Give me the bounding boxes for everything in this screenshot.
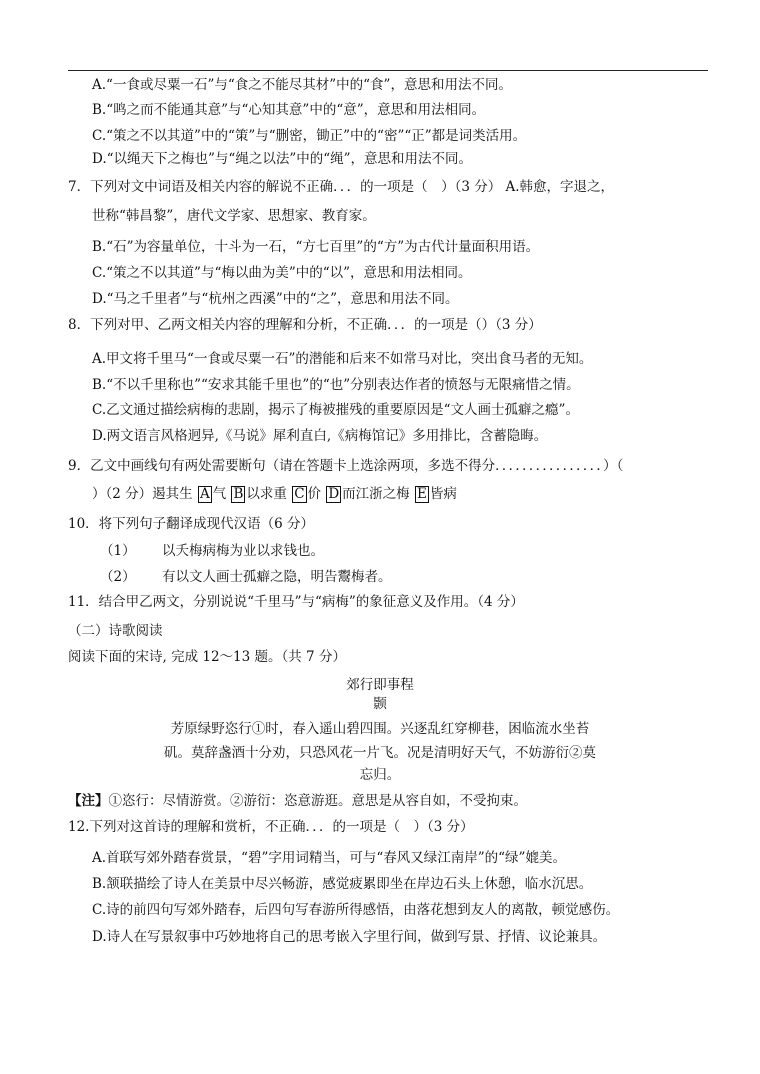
q9-box-d[interactable]: D	[328, 486, 340, 502]
question-8: 8．下列对甲、乙两文相关内容的理解和分析，不正确．．．的一项是（）（3 分）	[68, 317, 542, 333]
option-6a: A.“一食或尽粟一石”与“食之不能尽其材”中的“食”，意思和用法不同。	[92, 77, 512, 93]
q9-text-1: 气	[212, 486, 227, 502]
option-8b: B.“不以千里称也”“安求其能千里也”的“也”分别表达作者的愤怒与无限痛惜之情。	[92, 377, 580, 393]
top-rule	[68, 70, 708, 71]
q9-text-5: 皆病	[429, 486, 457, 502]
note	[68, 792, 527, 810]
option-12a: A.首联写郊外踏春赏景，“碧”字用词精当，可与“春风又绿江南岸”的“绿”媲美。	[92, 850, 566, 866]
q10-item-2-num: （2）	[100, 569, 136, 585]
question-7: 7．下列对文中词语及相关内容的解说不正确．．．的一项是（ ）（3 分） A.韩愈，字退之，	[68, 179, 615, 195]
intro-text: 阅读下面的宋诗, 完成 12～13 题。（共 7 分）	[68, 649, 346, 665]
q9-text-4: 而江浙之梅	[342, 486, 410, 502]
option-12c: C.诗的前四句写郊外踏春，后四句写春游所得感悟，由落花想到友人的离散，顿觉感伤。	[92, 902, 620, 918]
q10-item-1: 以夭梅病梅为业以求钱也。	[162, 543, 324, 559]
question-7-cont: 世称“韩昌黎”，唐代文学家、思想家、教育家。	[92, 208, 376, 224]
question-12: 12.下列对这首诗的理解和赏析，不正确．．．的一项是（ ）（3 分）	[68, 819, 474, 835]
question-9: 9．乙文中画线句有两处需要断句（请在答题卡上选涂两项，多选不得分．．．．．．．．．．．．．．．．）（	[68, 458, 624, 474]
poem-line-2: 矶。莫辞盏酒十分劝，只恐风花一片飞。况是清明好天气，不妨游衍②莫	[164, 745, 596, 761]
option-7c: C.“策之不以其道”与“梅以曲为美”中的“以”，意思和用法相同。	[92, 265, 472, 281]
question-10: 10．将下列句子翻译成现代汉语（6 分）	[68, 516, 315, 532]
option-7d: D.“马之千里者”与“杭州之西溪”中的“之”，意思和用法不同。	[92, 291, 459, 307]
option-6d: D.“以绳天下之梅也”与“绳之以法”中的“绳”，意思和用法不同。	[92, 151, 473, 167]
note-text: ①恣行：尽情游赏。②游衍：恣意游逛。意思是从容自如，不受拘束。	[108, 793, 527, 809]
option-8d: D.两文语言风格迥异,《马说》犀利直白,《病梅馆记》多用排比，含蓄隐晦。	[92, 428, 548, 444]
option-8c: C.乙文通过描绘病梅的悲剧，揭示了梅被摧残的重要原因是“文人画士孤癖之瘾”。	[92, 402, 579, 418]
question-9-options	[92, 485, 457, 503]
q9-text-2: 以求重	[246, 486, 287, 502]
option-8a: A.甲文将千里马“一食或尽粟一石”的潜能和后来不如常马对比，突出食马者的无知。	[92, 351, 593, 367]
q9-prefix: ）（2 分）遏其生	[92, 486, 193, 502]
q9-box-e[interactable]: E	[416, 486, 427, 502]
q10-item-2: 有以文人画士孤癖之隐，明告鬻梅者。	[162, 569, 392, 585]
option-7b: B.“石”为容量单位，十斗为一石，“方七百里”的“方”为古代计量面积用语。	[92, 239, 540, 255]
section-heading: （二）诗歌阅读	[68, 623, 163, 639]
option-6b: B.“鸣之而不能通其意”与“心知其意”中的“意”，意思和用法相同。	[92, 102, 486, 118]
option-12b: B.颔联描绘了诗人在美景中尽兴畅游，感觉疲累即坐在岸边石头上休憩，临水沉思。	[92, 876, 593, 892]
poem-line-3: 忘归。	[359, 767, 401, 783]
q9-box-a[interactable]: A	[199, 486, 210, 502]
note-tag: 【注】	[68, 793, 109, 809]
question-11: 11．结合甲乙两文，分别说说“千里马”与“病梅”的象征意义及作用。（4 分）	[68, 594, 524, 610]
q9-box-b[interactable]: B	[233, 486, 244, 502]
option-12d: D.诗人在写景叙事中巧妙地将自己的思考嵌入字里行间，做到写景、抒情、议论兼具。	[92, 929, 607, 945]
q10-item-1-num: （1）	[100, 543, 136, 559]
q9-text-3: 价	[307, 486, 322, 502]
q9-box-c[interactable]: C	[294, 486, 305, 502]
option-6c: C.“策之不以其道”中的“策”与“删密，锄正”中的“密”“正”都是词类活用。	[92, 128, 527, 144]
poem-title: 郊行即事程	[346, 677, 414, 693]
poem-author: 颢	[373, 696, 387, 712]
poem-line-1: 芳原绿野恣行①时，春入遥山碧四围。兴逐乱红穿柳巷，困临流水坐苔	[170, 721, 590, 737]
